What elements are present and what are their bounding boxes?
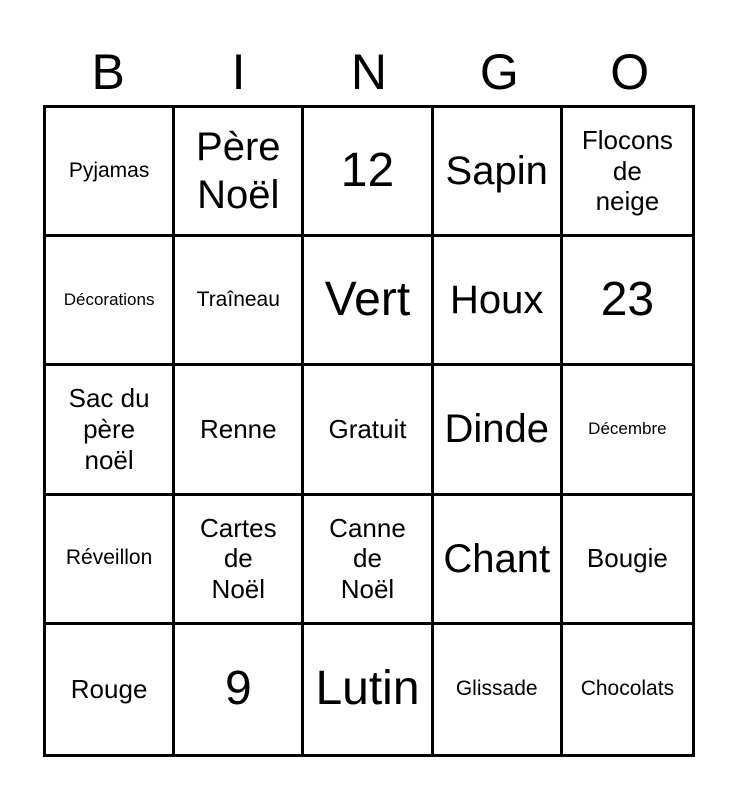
header-letter-g: G bbox=[479, 44, 519, 100]
bingo-cell[interactable]: Traîneau bbox=[175, 237, 304, 366]
bingo-cell[interactable]: Canne de Noël bbox=[304, 496, 433, 625]
header-letter-b: B bbox=[91, 44, 125, 100]
bingo-cell[interactable]: Houx bbox=[434, 237, 563, 366]
bingo-cell[interactable]: Décembre bbox=[563, 366, 692, 495]
bingo-cell[interactable]: Rouge bbox=[46, 625, 175, 754]
bingo-cell[interactable]: Décorations bbox=[46, 237, 175, 366]
bingo-cell[interactable]: Sac du père noël bbox=[46, 366, 175, 495]
bingo-board bbox=[43, 105, 695, 757]
bingo-cell[interactable]: 23 bbox=[563, 237, 692, 366]
bingo-header bbox=[43, 38, 695, 106]
header-letter-i: I bbox=[231, 44, 246, 100]
bingo-cell[interactable]: Réveillon bbox=[46, 496, 175, 625]
bingo-cell[interactable]: Chant bbox=[434, 496, 563, 625]
header-letter-o: O bbox=[610, 44, 650, 100]
bingo-cell[interactable]: Chocolats bbox=[580, 677, 675, 700]
bingo-cell[interactable]: Gratuit bbox=[304, 366, 433, 495]
bingo-cell[interactable]: Sapin bbox=[434, 108, 563, 237]
bingo-cell[interactable]: 12 bbox=[304, 108, 433, 237]
bingo-cell[interactable]: Père Noël bbox=[175, 108, 304, 237]
bingo-cell[interactable]: Lutin bbox=[304, 625, 433, 754]
bingo-cell[interactable]: Pyjamas bbox=[46, 108, 175, 237]
bingo-cell[interactable]: Cartes de Noël bbox=[175, 496, 304, 625]
bingo-cell[interactable]: Dinde bbox=[434, 366, 563, 495]
bingo-cell[interactable]: Renne bbox=[175, 366, 304, 495]
header-letter-n: N bbox=[350, 44, 388, 100]
bingo-cell[interactable]: Glissade bbox=[434, 625, 563, 754]
bingo-cell[interactable]: Vert bbox=[304, 237, 433, 366]
bingo-cell[interactable]: 9 bbox=[175, 625, 304, 754]
bingo-cell[interactable]: Bougie bbox=[563, 496, 692, 625]
bingo-cell[interactable]: Flocons de neige bbox=[563, 108, 692, 237]
